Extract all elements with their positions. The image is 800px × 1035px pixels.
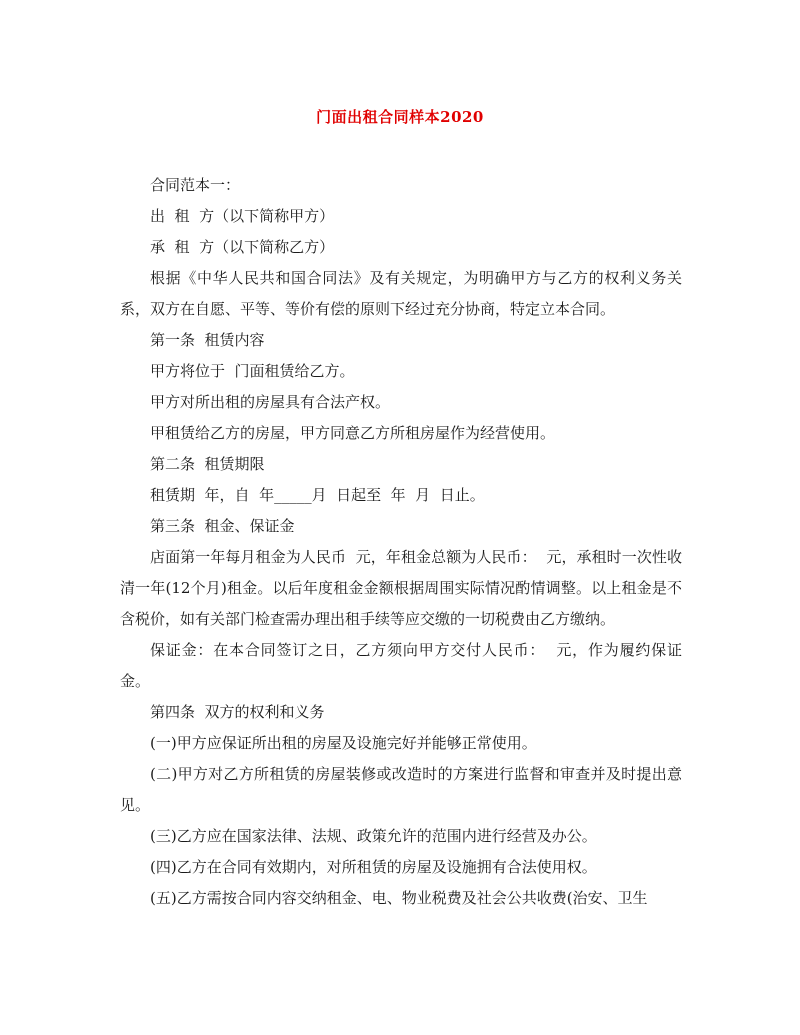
paragraph: 出 租 方（以下简称甲方） (150, 207, 335, 225)
paragraph: (五)乙方需按合同内容交纳租金、电、物业税费及社会公共收费(治安、卫生 (150, 889, 648, 907)
paragraph: 第二条 租赁期限 (150, 455, 265, 473)
paragraph: 甲租赁给乙方的房屋，甲方同意乙方所租房屋作为经营使用。 (150, 424, 556, 442)
paragraph: (二)甲方对乙方所租赁的房屋装修或改造时的方案进行监督和审查并及时提出意见。 (120, 765, 682, 814)
paragraph: (三)乙方应在国家法律、法规、政策允许的范围内进行经营及办公。 (150, 827, 597, 845)
paragraph: 甲方将位于 门面租赁给乙方。 (150, 362, 355, 380)
paragraph: 根据《中华人民共和国合同法》及有关规定，为明确甲方与乙方的权利义务关系，双方在自愿、平等、等价有偿的原则下经过充分协商，特定立本合同。 (120, 269, 682, 318)
paragraph: 甲方对所出租的房屋具有合法产权。 (150, 393, 391, 411)
paragraph: (一)甲方应保证所出租的房屋及设施完好并能够正常使用。 (150, 734, 537, 752)
paragraph: 第四条 双方的权利和义务 (150, 703, 325, 721)
paragraph: 店面第一年每月租金为人民币 元，年租金总额为人民币： 元，承租时一次性收清一年(12个月)租金。以后年度租金金额根据周围实际情况酌情调整。以上租金是不含税价，如有关部门检查需办理出租手续等应交缴的一切税费由乙方缴纳。 (120, 548, 682, 628)
paragraph: 第三条 租金、保证金 (150, 517, 295, 535)
paragraph: 承 租 方（以下简称乙方） (150, 238, 335, 256)
paragraph: 保证金：在本合同签订之日，乙方须向甲方交付人民币： 元，作为履约保证金。 (120, 641, 682, 690)
document-title: 门面出租合同样本2020 (316, 108, 484, 126)
paragraph: 合同范本一： (150, 176, 241, 194)
paragraph: 租赁期 年，自 年_____月 日起至 年 月 日止。 (150, 486, 485, 504)
document-body (120, 170, 682, 914)
paragraph: (四)乙方在合同有效期内，对所租赁的房屋及设施拥有合法使用权。 (150, 858, 597, 876)
paragraph: 第一条 租赁内容 (150, 331, 265, 349)
